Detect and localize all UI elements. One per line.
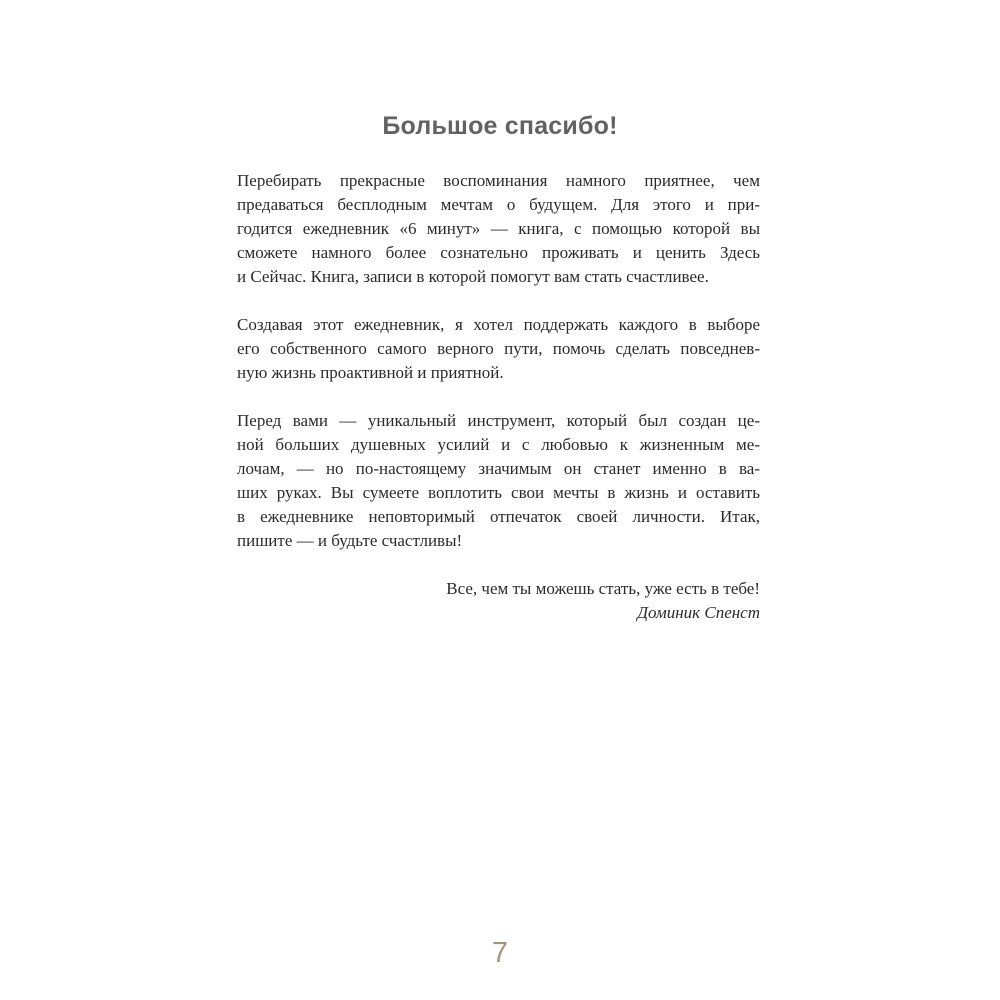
- paragraph-1: [237, 169, 760, 289]
- paragraph-line: ной больших душевных усилий и с любовью к жизненным ме-: [237, 435, 760, 454]
- paragraph-line: в ежедневнике неповторимый отпечаток своей личности. Итак,: [237, 507, 760, 526]
- page-number: 7: [491, 937, 509, 969]
- paragraph-line: и Сейчас. Книга, записи в которой помогут вам стать счастливее.: [237, 267, 709, 286]
- quote-author: Доминик Спенст: [637, 603, 760, 622]
- paragraph-line: ную жизнь проактивной и приятной.: [237, 363, 504, 382]
- paragraph-line: Создавая этот ежедневник, я хотел поддержать каждого в выборе: [237, 315, 760, 334]
- epigraph-quote: [237, 577, 760, 625]
- paragraph-line: лочам, — но по-настоящему значимым он станет именно в ва-: [237, 459, 760, 478]
- page-title: Большое спасибо!: [382, 112, 618, 140]
- paragraph-line: его собственного самого верного пути, помочь сделать повседнев-: [237, 339, 760, 358]
- paragraph-2: [237, 313, 760, 385]
- body-text: [237, 169, 760, 577]
- paragraph-line: сможете намного более сознательно проживать и ценить Здесь: [237, 243, 760, 262]
- paragraph-line: Перебирать прекрасные воспоминания намного приятнее, чем: [237, 171, 760, 190]
- paragraph-line: ших руках. Вы сумеете воплотить свои мечты в жизнь и оставить: [237, 483, 760, 502]
- paragraph-line: годится ежедневник «6 минут» — книга, с помощью которой вы: [237, 219, 760, 238]
- paragraph-line: предаваться бесплодным мечтам о будущем. Для этого и при-: [237, 195, 760, 214]
- paragraph-line: Перед вами — уникальный инструмент, который был создан це-: [237, 411, 760, 430]
- quote-text: Все, чем ты можешь стать, уже есть в тебе!: [446, 579, 760, 598]
- paragraph-3: [237, 409, 760, 553]
- paragraph-line: пишите — и будьте счастливы!: [237, 531, 463, 550]
